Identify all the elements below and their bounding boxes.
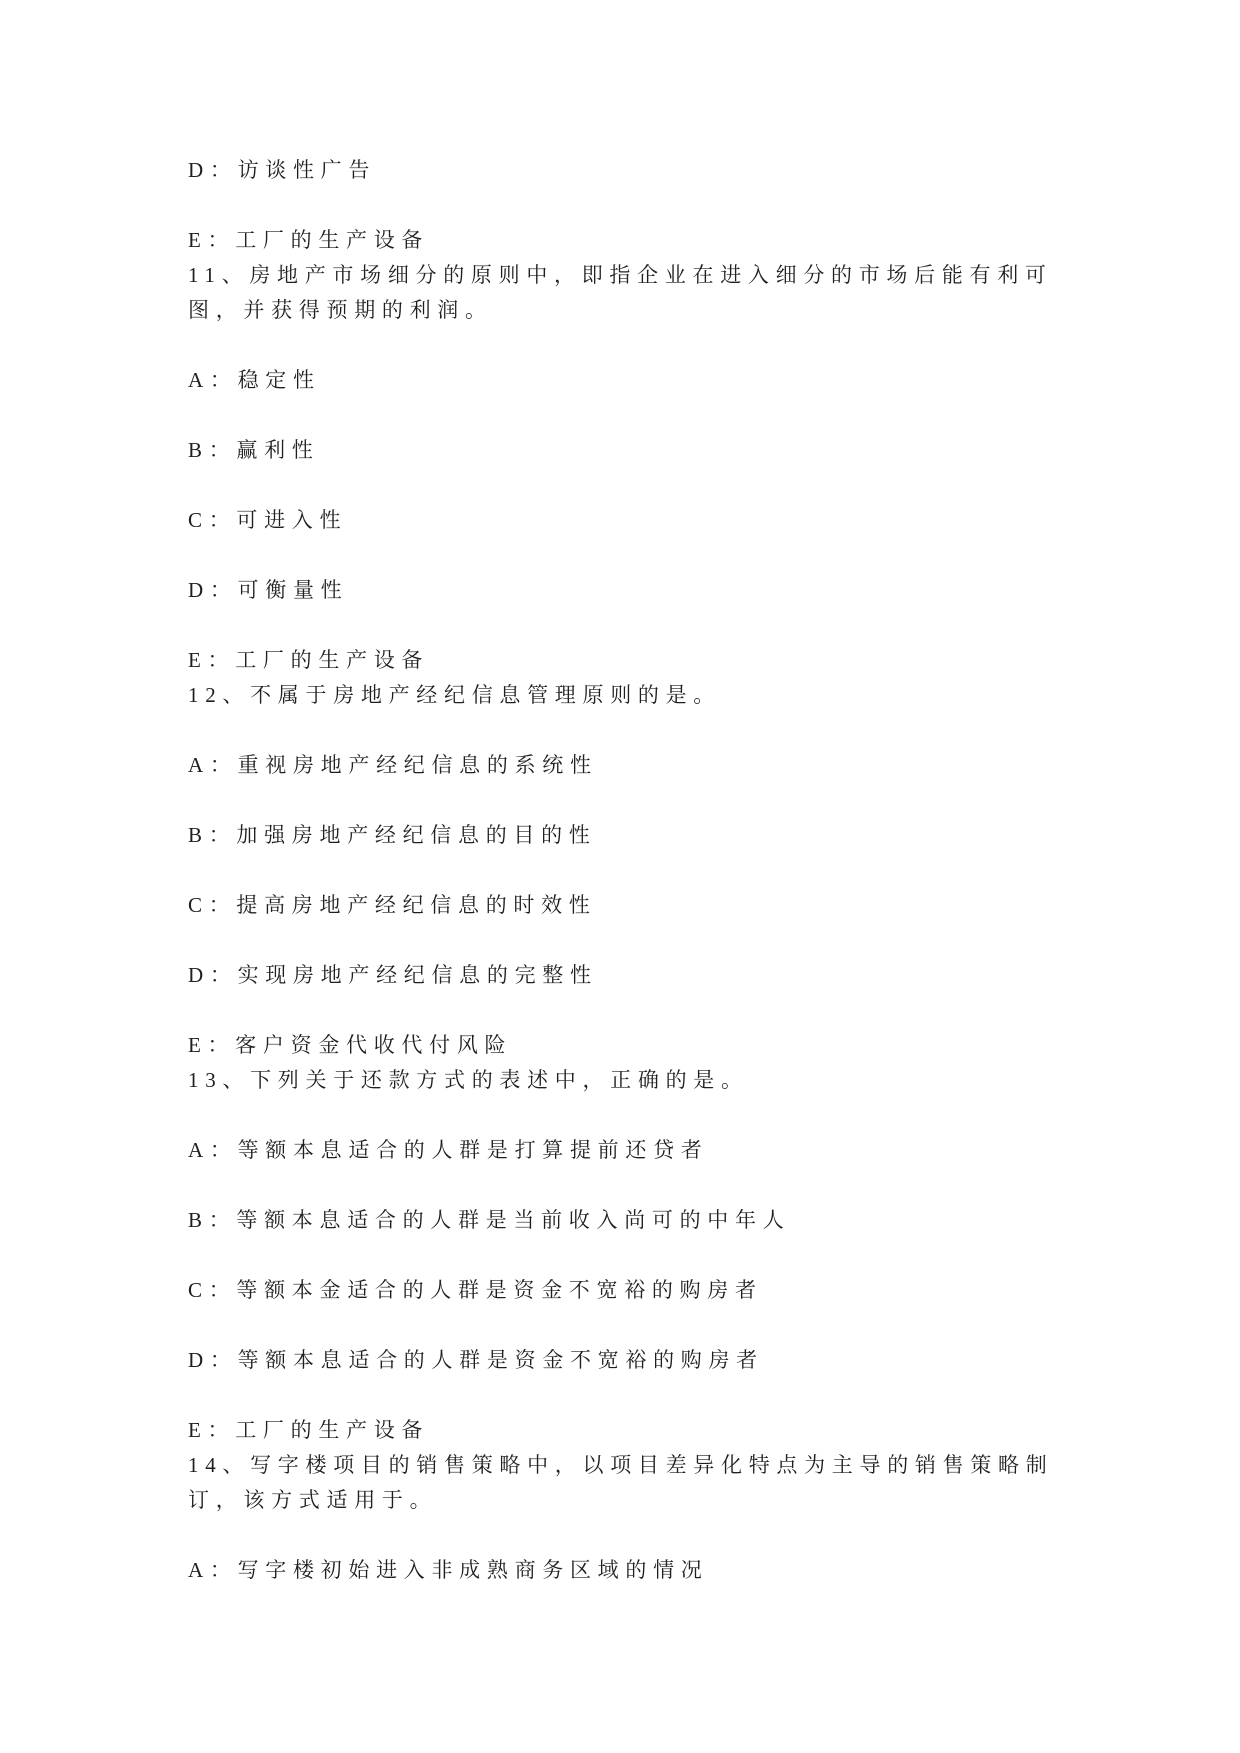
q13-option-c — [188, 1273, 1170, 1308]
question-line: 订，该方式适用于。 — [188, 1488, 438, 1512]
q12-option-c — [188, 888, 1170, 923]
option-line: A：稳定性 — [188, 368, 321, 392]
q12-option-e — [188, 1028, 1170, 1063]
q12-option-d — [188, 958, 1170, 993]
option-line: D：实现房地产经纪信息的完整性 — [188, 963, 598, 987]
q11-option-b — [188, 433, 1170, 468]
q11-option-c — [188, 503, 1170, 538]
question-line: 12、不属于房地产经纪信息管理原则的是。 — [188, 683, 721, 707]
option-line: C：提高房地产经纪信息的时效性 — [188, 893, 597, 917]
q13-option-e — [188, 1413, 1170, 1448]
q11-option-d — [188, 573, 1170, 608]
option-line: A：重视房地产经纪信息的系统性 — [188, 753, 598, 777]
question-line: 14、写字楼项目的销售策略中，以项目差异化特点为主导的销售策略制 — [188, 1453, 1054, 1477]
option-line: E：工厂的生产设备 — [188, 1418, 430, 1442]
question-line: 图，并获得预期的利润。 — [188, 298, 493, 322]
option-line: E：客户资金代收代付风险 — [188, 1033, 513, 1057]
question-12-text — [188, 678, 1170, 713]
q11-option-e — [188, 643, 1170, 678]
question-13-text — [188, 1063, 1170, 1098]
q13-option-a — [188, 1133, 1170, 1168]
option-line: A：写字楼初始进入非成熟商务区域的情况 — [188, 1558, 709, 1582]
option-line: E：工厂的生产设备 — [188, 228, 430, 252]
q13-option-d — [188, 1343, 1170, 1378]
q12-option-b — [188, 818, 1170, 853]
q10-option-e — [188, 223, 1170, 258]
question-14-text — [188, 1448, 1170, 1518]
option-line: D：可衡量性 — [188, 578, 349, 602]
question-line: 13、下列关于还款方式的表述中，正确的是。 — [188, 1068, 749, 1092]
option-line: B：赢利性 — [188, 438, 320, 462]
q13-option-b — [188, 1203, 1170, 1238]
question-line: 11、房地产市场细分的原则中，即指企业在进入细分的市场后能有利可 — [188, 263, 1053, 287]
option-line: C：等额本金适合的人群是资金不宽裕的购房者 — [188, 1278, 763, 1302]
option-line: B：等额本息适合的人群是当前收入尚可的中年人 — [188, 1208, 791, 1232]
q14-option-a — [188, 1553, 1170, 1588]
option-line: D：访谈性广告 — [188, 158, 377, 182]
option-line: D：等额本息适合的人群是资金不宽裕的购房者 — [188, 1348, 764, 1372]
q11-option-a — [188, 363, 1170, 398]
question-11-text — [188, 258, 1170, 328]
q12-option-a — [188, 748, 1170, 783]
option-line: B：加强房地产经纪信息的目的性 — [188, 823, 597, 847]
option-line: E：工厂的生产设备 — [188, 648, 430, 672]
option-line: A：等额本息适合的人群是打算提前还贷者 — [188, 1138, 709, 1162]
q10-option-d — [188, 153, 1170, 188]
option-line: C：可进入性 — [188, 508, 348, 532]
